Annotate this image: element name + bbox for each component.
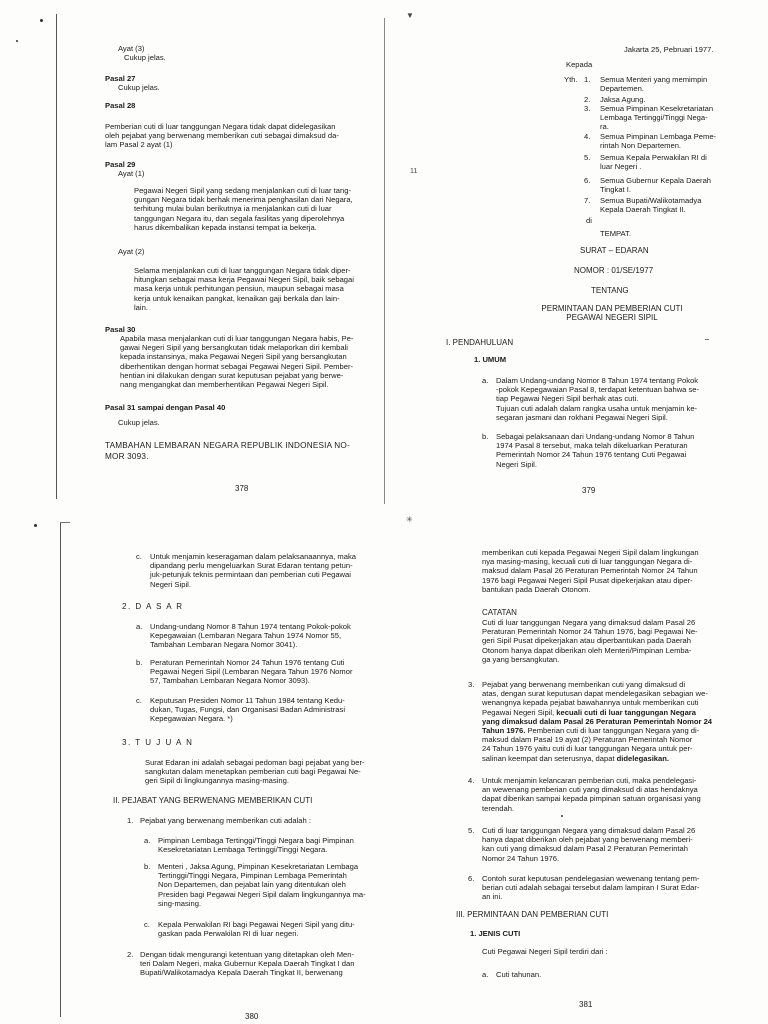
page-378	[0, 0, 384, 512]
tujuan-heading: 3. T U J U A N	[122, 738, 194, 747]
pasal-31-text: Cukup jelas.	[118, 418, 160, 427]
page-binding-line	[60, 522, 61, 1017]
ayat3-text: Cukup jelas.	[124, 53, 166, 62]
tempat-label: TEMPAT.	[600, 229, 631, 238]
kepada-label: Kepada	[566, 60, 593, 69]
recipient-number: 4.	[584, 132, 591, 141]
section-1-heading: I. PENDAHULUAN	[446, 338, 514, 347]
pasal-27-text: Cukup jelas.	[118, 83, 160, 92]
pasal-30-text: Apabila masa menjalankan cuti di luar tanggungan Negara habis, Pe- gawai Negeri Sipil yang bersangkutan tidak melaporkan diri kembali kepada instansinya, maka Pegawai Negeri Sipil yang bersangkutan diberhentikan dengan hormat sebagai Pegawai Negeri Sipil. Pember- hentian ini dilakukan dengan surat keputusan pejabat yang berwe- nang mengangkat dan memberhentikan Pegawai Negeri Sipil.	[120, 334, 354, 390]
page-number: 380	[245, 1012, 259, 1021]
recipient-number: 2.	[584, 95, 591, 104]
sub-item-label: c.	[144, 920, 150, 929]
item-6-text: Contoh surat keputusan pendelegasian wewenang tentang pem- berian cuti adalah sebagai tersebut dalam lampiran I Surat Edar- an ini.	[482, 874, 700, 902]
item-6-label: 6.	[468, 874, 475, 883]
section-2-heading: II. PEJABAT YANG BERWENANG MEMBERIKAN CUTI	[113, 796, 313, 805]
dasar-item-label: a.	[136, 622, 143, 631]
jenis-a-label: a.	[482, 970, 489, 979]
item-2-label: 2.	[127, 950, 134, 959]
pasal-29-ayat2-text: Selama menjalankan cuti di luar tanggungan Negara tidak diper- hitungkan sebagai masa kerja Pegawai Negeri Sipil, baik sebagai masa kerja untuk perhitungan pensiun, maupun sebagai masa kerja untuk kenaikan pangkat, kenaikan gaji berkala dan lain- lain.	[134, 266, 354, 312]
page-binding-line	[56, 14, 57, 499]
scan-speck	[40, 19, 43, 22]
item-3-text	[482, 680, 757, 763]
item-a-label: a.	[482, 376, 489, 385]
pasal-28-text: Pemberian cuti di luar tanggungan Negara tidak dapat didelegasikan oleh pejabat yang berwenang memberikan cuti sebagai dimaksud da- lam Pasal 2 ayat (1)	[105, 122, 339, 150]
dasar-item-text: Keputusan Presiden Nomor 11 Tahun 1984 tentang Kedu- dukan, Tugas, Fungsi, dan Organisasi Badan Administrasi Kepegawaian Negara. *)	[150, 696, 346, 724]
pasal-28-title: Pasal 28	[105, 101, 136, 110]
catatan-text: Cuti di luar tanggungan Negara yang dimaksud dalam Pasal 26 Peraturan Pemerintah Nomor 24 Tahun 1976, bagi Pegawai Ne- geri Sipil Pusat dipekerjakan atau diperbantukan pada Daerah Otonom hanya dapat diberikan oleh Menteri/Pimpinan Lemba- ga yang bersangkutan.	[482, 618, 698, 664]
umum-heading: 1. UMUM	[474, 355, 507, 364]
item-3-label: 3.	[468, 680, 475, 689]
recipient-number: 6.	[584, 176, 591, 185]
dasar-item-label: b.	[136, 658, 143, 667]
item-a-text: Dalam Undang-undang Nomor 8 Tahun 1974 tentang Pokok -pokok Kepegawaian Pasal 8, terdapat ketentuan bahwa se- tiap Pegawai Negeri Sipil berhak atas cuti. Tujuan cuti adalah dalam rangka usaha untuk menjamin ke- segaran jasmani dan rokhani Pegawai Negeri Sipil.	[496, 376, 700, 422]
ayat3-label: Ayat (3)	[118, 44, 145, 53]
jenis-cuti-heading: 1. JENIS CUTI	[470, 929, 521, 938]
tentang-label: TENTANG	[591, 286, 629, 295]
nomor-line: NOMOR : 01/SE/1977	[574, 266, 654, 275]
yth-label: Yth.	[564, 75, 578, 84]
recipient-number: 3.	[584, 104, 591, 113]
letter-date: Jakarta 25, Pebruari 1977.	[624, 45, 714, 54]
corner-mark	[60, 522, 70, 523]
scan-speck	[561, 815, 563, 817]
pasal-29-ayat1-text: Pegawai Negeri Sipil yang sedang menjalankan cuti di luar tang- gungan Negara tidak berhak menerima penghasilan dari Negara, terhitung mulai bulan berikutnya ia menjalankan cuti di luar tanggungan Negara itu, dan segala fasilitas yang diperolehnya harus dikembalikan kepada instansi tempat ia bekerja.	[134, 186, 353, 232]
scan-speck	[34, 524, 37, 527]
punch-mark: ✳	[406, 515, 413, 524]
sub-item-label: a.	[144, 836, 151, 845]
item-4-text: Untuk menjamin kelancaran pemberian cuti, maka pendelegasi- an wewenang pemberian cuti yang dimaksud di atas hendaknya dapat diberikan sampai kepada pimpinan satuan organisasi yang terendah.	[482, 776, 701, 813]
subject-title: PERMINTAAN DAN PEMBERIAN CUTI PEGAWAI NEGERI SIPIL	[541, 304, 683, 323]
recipient-number: 7.	[584, 196, 591, 205]
recipient-text: Jaksa Agung.	[600, 95, 646, 104]
di-label: di	[586, 216, 592, 225]
sub-item-label: b.	[144, 862, 151, 871]
punch-mark: ▼	[406, 11, 414, 20]
tambahan-lembaran: TAMBAHAN LEMBARAN NEGARA REPUBLIK INDONESIA NO- MOR 3093.	[105, 441, 350, 461]
recipient-number: 5.	[584, 153, 591, 162]
item-b-label: b.	[482, 432, 489, 441]
page-number: 378	[235, 484, 249, 493]
recipient-text: Semua Pimpinan Kesekretariatan Lembaga Tertinggi/Tinggi Nega- ra.	[600, 104, 714, 132]
item-5-label: 5.	[468, 826, 475, 835]
item-1-text: Pejabat yang berwenang memberikan cuti adalah :	[140, 816, 311, 825]
page-number: 381	[579, 1000, 593, 1009]
item-c-label: c.	[136, 552, 142, 561]
item-3-bold-2: didelegasikan.	[616, 753, 670, 763]
stray-mark: 11	[410, 168, 418, 175]
dasar-item-text: Peraturan Pemerintah Nomor 24 Tahun 1976 tentang Cuti Pegawai Negeri Sipil (Lembaran Negara Tahun 1976 Nomor 57, Tambahan Lembaran Negara Nomor 3093).	[150, 658, 353, 686]
page-379	[384, 0, 768, 512]
pasal-27-title: Pasal 27	[105, 74, 136, 83]
tujuan-text: Surat Edaran ini adalah sebagai pedoman bagi pejabat yang ber- sangkutan dalam menetapkan pemberian cuti bagi Pegawai Ne- geri Sipil di lingkungannya masing-masing.	[145, 758, 365, 786]
surat-edaran-title: SURAT – EDARAN	[580, 246, 649, 255]
page-381	[384, 512, 768, 1024]
dasar-heading: 2. D A S A R	[122, 602, 184, 611]
recipient-text: Semua Gubernur Kepala Daerah Tingkat I.	[600, 176, 712, 195]
item-2-text: Dengan tidak mengurangi ketentuan yang ditetapkan oleh Men- teri Dalam Negeri, maka Gubernur Kepala Daerah Tingkat I dan Bupati/Walikotamadya Kepala Daerah Tingkat II, berwenang	[140, 950, 355, 978]
recipient-text: Semua Menteri yang memimpin Departemen.	[600, 75, 708, 94]
pasal-30-title: Pasal 30	[105, 325, 136, 334]
recipient-number: 1.	[584, 75, 591, 84]
page-380	[0, 512, 384, 1024]
catatan-heading: CATATAN	[482, 608, 517, 617]
jenis-cuti-text: Cuti Pegawai Negeri Sipil terdiri dari :	[482, 947, 608, 956]
item-1-label: 1.	[127, 816, 134, 825]
pasal-29-title: Pasal 29	[105, 160, 136, 169]
item-3-text-a: Pejabat yang berwenang memberikan cuti yang dimaksud di atas, dengan surat keputusan dapat mendelegasikan sebagian we- wenangnya kepada pejabat bawahannya untuk memberikan cuti Pegawai Negeri Sipil,	[482, 680, 708, 717]
jenis-a-text: Cuti tahunan.	[496, 970, 542, 979]
item-4-label: 4.	[468, 776, 475, 785]
item-3-bold: kecuali cuti di luar tanggungan Negara yang dimaksud dalam Pasal 26 Peraturan Pemerintah Nomor 24 Tahun 1976.	[482, 707, 713, 736]
item-3-text-b: Pemberian cuti di luar tanggungan Negara yang di- maksud dalam Pasal 19 ayat (2) Peraturan Pemerintah Nomor 24 Tahun 1976 yaitu cuti di luar tanggungan Negara untuk per- salinan keempat dan seterusnya, dapat	[482, 726, 700, 763]
recipient-text: Semua Pimpinan Lembaga Peme- rintah Non Departemen.	[600, 132, 717, 151]
sub-item-text: Pimpinan Lembaga Tertinggi/Tinggi Negara bagi Pimpinan Kesekretariatan Lembaga Tertinggi/Tinggi Negara.	[158, 836, 354, 855]
sub-item-text: Kepala Perwakilan RI bagi Pegawai Negeri Sipil yang ditu- gaskan pada Perwakilan RI di luar negeri.	[158, 920, 355, 939]
scan-speck	[16, 40, 18, 42]
pasal-29-ayat1-label: Ayat (1)	[118, 169, 145, 178]
page-number: 379	[582, 486, 596, 495]
pasal-29-ayat2-label: Ayat (2)	[118, 247, 145, 256]
dasar-item-text: Undang-undang Nomor 8 Tahun 1974 tentang Pokok-pokok Kepegawaian (Lembaran Negara Tahun 1974 Nomor 55, Tambahan Lembaran Negara Nomor 3041).	[150, 622, 351, 650]
dasar-item-label: c.	[136, 696, 142, 705]
page-binding-line	[384, 18, 385, 504]
item-b-text: Sebagai pelaksanaan dari Undang-undang Nomor 8 Tahun 1974 Pasal 8 tersebut, maka telah dikeluarkan Peraturan Pemerintah Nomor 24 Tahun 1976 tentang Cuti Pegawai Negeri Sipil.	[496, 432, 695, 469]
intro-text: memberikan cuti kepada Pegawai Negeri Sipil dalam lingkungan nya masing-masing, kecuali cuti di luar tanggungan Negara di- maksud dalam Pasal 26 Peraturan Pemerintah Nomor 24 Tahun 1976 bagi Pegawai Negeri Sipil Pusat dipekerjakan atau diper- bantukan pada Daerah Otonom.	[482, 548, 699, 594]
recipient-text: Semua Bupati/Walikotamadya Kepala Daerah Tingkat II.	[600, 196, 702, 215]
dash-mark	[705, 339, 709, 340]
pasal-31-title: Pasal 31 sampai dengan Pasal 40	[105, 403, 226, 412]
item-c-text: Untuk menjamin keseragaman dalam pelaksanaannya, maka dipandang perlu mengeluarkan Surat Edaran tentang petun- juk-petunjuk teknis permintaan dan pemberian cuti Pegawai Negeri Sipil.	[150, 552, 356, 589]
section-3-heading: III. PERMINTAAN DAN PEMBERIAN CUTI	[456, 910, 609, 919]
recipient-text: Semua Kepala Perwakilan RI di luar Negeri .	[600, 153, 707, 172]
sub-item-text: Menteri , Jaksa Agung, Pimpinan Kesekretariatan Lembaga Tertinggi/Tinggi Negara, Pimpinan Lembaga Pemerintah Non Departemen, dan pejabat lain yang ditentukan oleh Presiden bagi Pegawai Negeri Sipil dalam lingkungannya ma- sing-masing.	[158, 862, 366, 908]
item-5-text: Cuti di luar tanggungan Negara yang dimaksud dalam Pasal 26 hanya dapat diberikan oleh pejabat yang berwenang memberi- kan cuti yang dimaksud dalam Pasal 2 Peraturan Pemerintah Nomor 24 Tahun 1976.	[482, 826, 696, 863]
